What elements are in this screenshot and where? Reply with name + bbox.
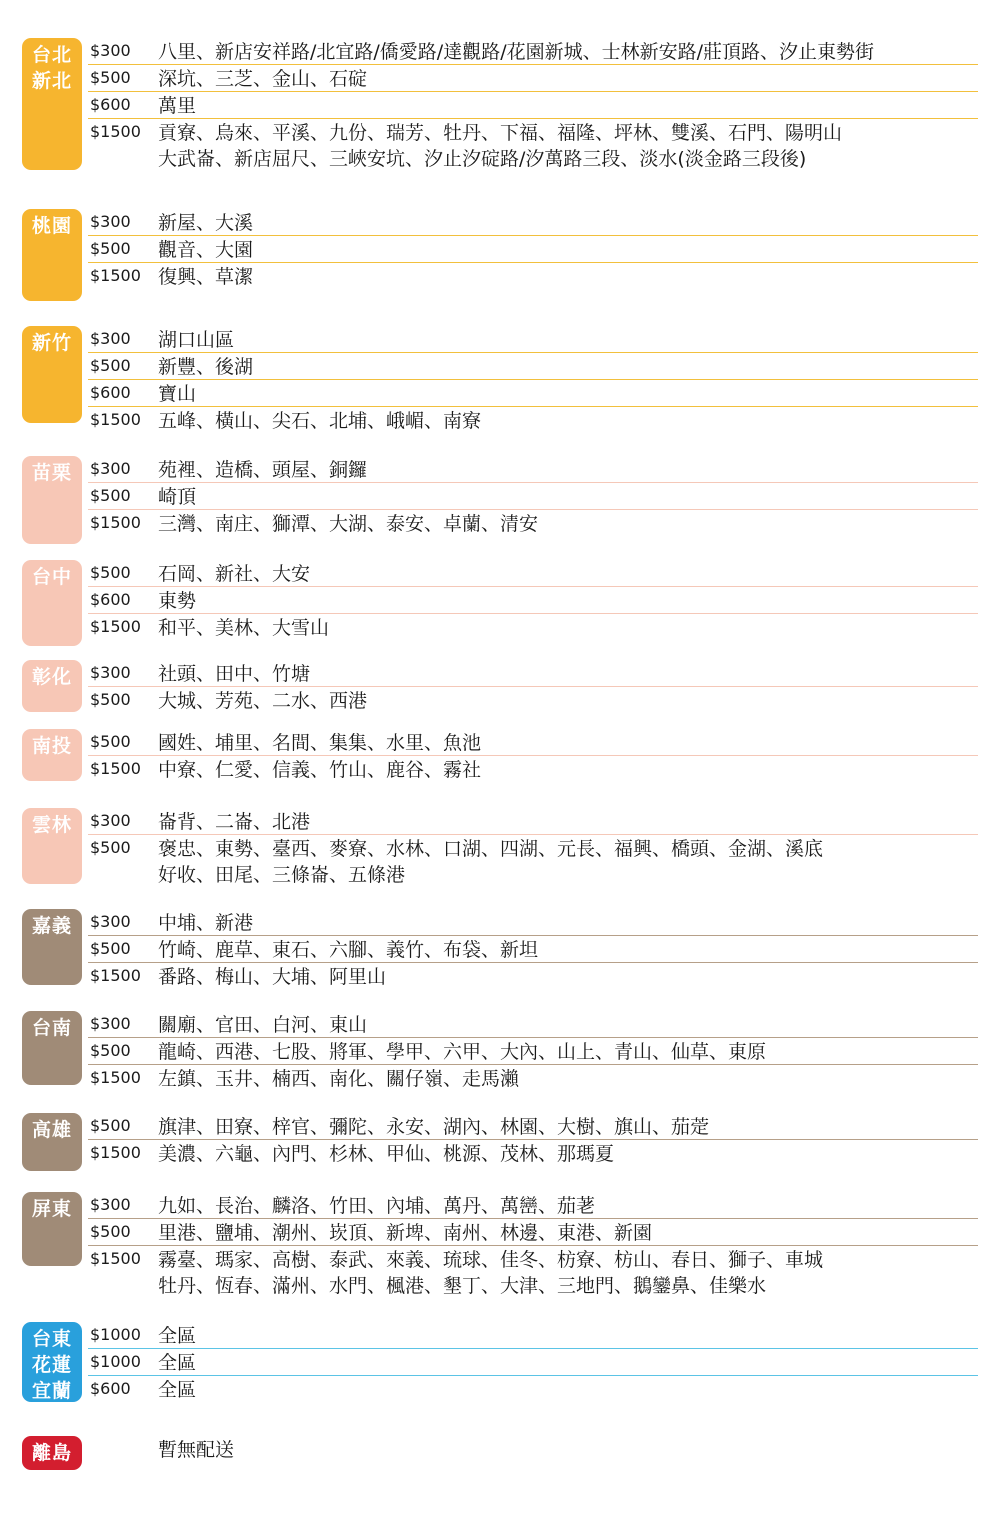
price-row xyxy=(88,1436,978,1463)
region-tag: 台南 xyxy=(22,1011,82,1085)
price-label: $1500 xyxy=(90,617,141,636)
area-list: 番路、梅山、大埔、阿里山 xyxy=(158,966,387,988)
area-list: 和平、美林、大雪山 xyxy=(158,617,330,639)
price-label: $300 xyxy=(90,1014,131,1033)
area-list: 全區 xyxy=(158,1352,197,1374)
price-row xyxy=(88,909,978,936)
price-label: $500 xyxy=(90,838,131,857)
area-list: 五峰、橫山、尖石、北埔、峨嵋、南寮 xyxy=(158,410,482,432)
price-label: $500 xyxy=(90,68,131,87)
area-list: 中埔、新港 xyxy=(158,912,254,934)
price-row xyxy=(88,1349,978,1376)
region-tag: 彰化 xyxy=(22,660,82,712)
area-list: 東勢 xyxy=(158,590,197,612)
price-label: $500 xyxy=(90,563,131,582)
price-label: $500 xyxy=(90,239,131,258)
price-label: $500 xyxy=(90,690,131,709)
area-list: 復興、草潔 xyxy=(158,266,254,288)
area-list: 湖口山區 xyxy=(158,329,235,351)
area-list: 大城、芳苑、二水、西港 xyxy=(158,690,368,712)
area-list: 社頭、田中、竹塘 xyxy=(158,663,311,685)
price-label: $500 xyxy=(90,486,131,505)
price-label: $300 xyxy=(90,329,131,348)
region-tag: 高雄 xyxy=(22,1113,82,1171)
area-list: 旗津、田寮、梓官、彌陀、永安、湖內、林園、大樹、旗山、茄萣 xyxy=(158,1116,710,1138)
price-row xyxy=(88,38,978,65)
area-list: 暫無配送 xyxy=(158,1439,235,1461)
price-row xyxy=(88,380,978,407)
area-list: 九如、長治、麟洛、竹田、內埔、萬丹、萬巒、茄荖 xyxy=(158,1195,596,1217)
price-label: $600 xyxy=(90,590,131,609)
price-label: $500 xyxy=(90,356,131,375)
price-row xyxy=(88,407,978,434)
area-list: 美濃、六龜、內門、杉林、甲仙、桃源、茂林、那瑪夏 xyxy=(158,1143,615,1165)
price-label: $300 xyxy=(90,663,131,682)
price-label: $300 xyxy=(90,212,131,231)
area-list: 新屋、大溪 xyxy=(158,212,254,234)
price-row xyxy=(88,326,978,353)
area-list: 三灣、南庄、獅潭、大湖、泰安、卓蘭、清安 xyxy=(158,513,539,535)
price-label: $600 xyxy=(90,95,131,114)
area-list: 寶山 xyxy=(158,383,197,405)
price-row xyxy=(88,660,978,687)
price-row xyxy=(88,1376,978,1403)
area-list: 八里、新店安祥路/北宜路/僑愛路/達觀路/花園新城、士林新安路/莊頂路、汐止東勢街 xyxy=(158,41,875,63)
region-tag: 台北 新北 xyxy=(22,38,82,170)
price-row xyxy=(88,835,978,888)
area-list: 全區 xyxy=(158,1379,197,1401)
area-list: 萬里 xyxy=(158,95,197,117)
price-row xyxy=(88,1192,978,1219)
price-row xyxy=(88,808,978,835)
region-tag: 桃園 xyxy=(22,209,82,301)
price-label: $500 xyxy=(90,1116,131,1135)
price-row xyxy=(88,560,978,587)
area-list: 中寮、仁愛、信義、竹山、鹿谷、霧社 xyxy=(158,759,482,781)
price-row xyxy=(88,209,978,236)
price-label: $500 xyxy=(90,939,131,958)
price-label: $600 xyxy=(90,383,131,402)
area-list: 里港、鹽埔、潮州、崁頂、新埤、南州、林邊、東港、新園 xyxy=(158,1222,653,1244)
price-row xyxy=(88,1113,978,1140)
price-label: $500 xyxy=(90,1222,131,1241)
area-list: 龍崎、西港、七股、將軍、學甲、六甲、大內、山上、青山、仙草、東原 xyxy=(158,1041,767,1063)
price-row xyxy=(88,614,978,641)
price-row xyxy=(88,756,978,783)
price-row xyxy=(88,729,978,756)
price-label: $1000 xyxy=(90,1352,141,1371)
price-label: $500 xyxy=(90,732,131,751)
area-list: 左鎮、玉井、楠西、南化、關仔嶺、走馬瀨 xyxy=(158,1068,520,1090)
price-row xyxy=(88,483,978,510)
area-list: 崙背、二崙、北港 xyxy=(158,811,311,833)
price-row xyxy=(88,92,978,119)
price-row xyxy=(88,1011,978,1038)
price-label: $1500 xyxy=(90,1143,141,1162)
area-list: 貢寮、烏來、平溪、九份、瑞芳、牡丹、下福、福隆、坪林、雙溪、石門、陽明山 大武崙、新店屈尺、三峽安坑、汐止汐碇路/汐萬路三段、淡水(淡金路三段後) xyxy=(158,122,843,170)
price-row xyxy=(88,353,978,380)
area-list: 崎頂 xyxy=(158,486,197,508)
price-row xyxy=(88,1219,978,1246)
price-label: $1500 xyxy=(90,122,141,141)
price-label: $600 xyxy=(90,1379,131,1398)
price-row xyxy=(88,936,978,963)
price-label: $300 xyxy=(90,912,131,931)
price-row xyxy=(88,687,978,714)
area-list: 石岡、新社、大安 xyxy=(158,563,311,585)
price-label: $300 xyxy=(90,459,131,478)
region-tag: 台東 花蓮 宜蘭 xyxy=(22,1322,82,1402)
price-row xyxy=(88,1038,978,1065)
area-list: 觀音、大園 xyxy=(158,239,254,261)
area-list: 新豐、後湖 xyxy=(158,356,254,378)
region-tag: 苗栗 xyxy=(22,456,82,544)
area-list: 國姓、埔里、名間、集集、水里、魚池 xyxy=(158,732,482,754)
price-row xyxy=(88,1065,978,1092)
price-row xyxy=(88,587,978,614)
region-tag: 嘉義 xyxy=(22,909,82,985)
price-label: $500 xyxy=(90,1041,131,1060)
price-label: $1500 xyxy=(90,266,141,285)
price-label: $300 xyxy=(90,1195,131,1214)
price-row xyxy=(88,1246,978,1299)
price-label: $1500 xyxy=(90,410,141,429)
price-row xyxy=(88,263,978,290)
price-label: $1500 xyxy=(90,1068,141,1087)
price-label: $1500 xyxy=(90,759,141,778)
area-list: 霧臺、瑪家、高樹、泰武、來義、琉球、佳冬、枋寮、枋山、春日、獅子、車城 牡丹、恆春、滿州、水門、楓港、墾丁、大津、三地門、鵝鑾鼻、佳樂水 xyxy=(158,1249,824,1297)
region-tag: 新竹 xyxy=(22,326,82,423)
price-label: $1500 xyxy=(90,966,141,985)
region-tag: 台中 xyxy=(22,560,82,646)
price-label: $300 xyxy=(90,41,131,60)
price-row xyxy=(88,510,978,537)
price-label: $300 xyxy=(90,811,131,830)
price-label: $1000 xyxy=(90,1325,141,1344)
price-row xyxy=(88,65,978,92)
region-tag: 南投 xyxy=(22,729,82,781)
region-tag: 離島 xyxy=(22,1436,82,1470)
area-list: 深坑、三芝、金山、石碇 xyxy=(158,68,368,90)
area-list: 苑裡、造橋、頭屋、銅鑼 xyxy=(158,459,368,481)
price-label: $1500 xyxy=(90,513,141,532)
price-row xyxy=(88,1322,978,1349)
price-row xyxy=(88,1140,978,1167)
price-row xyxy=(88,456,978,483)
area-list: 竹崎、鹿草、東石、六腳、義竹、布袋、新坦 xyxy=(158,939,539,961)
price-row xyxy=(88,236,978,263)
price-row xyxy=(88,119,978,172)
price-row xyxy=(88,963,978,990)
area-list: 關廟、官田、白河、東山 xyxy=(158,1014,368,1036)
price-label: $1500 xyxy=(90,1249,141,1268)
area-list: 全區 xyxy=(158,1325,197,1347)
region-tag: 屏東 xyxy=(22,1192,82,1266)
region-tag: 雲林 xyxy=(22,808,82,884)
area-list: 褒忠、東勢、臺西、麥寮、水林、口湖、四湖、元長、福興、橋頭、金湖、溪底 好收、田尾、三條崙、五條港 xyxy=(158,838,824,886)
